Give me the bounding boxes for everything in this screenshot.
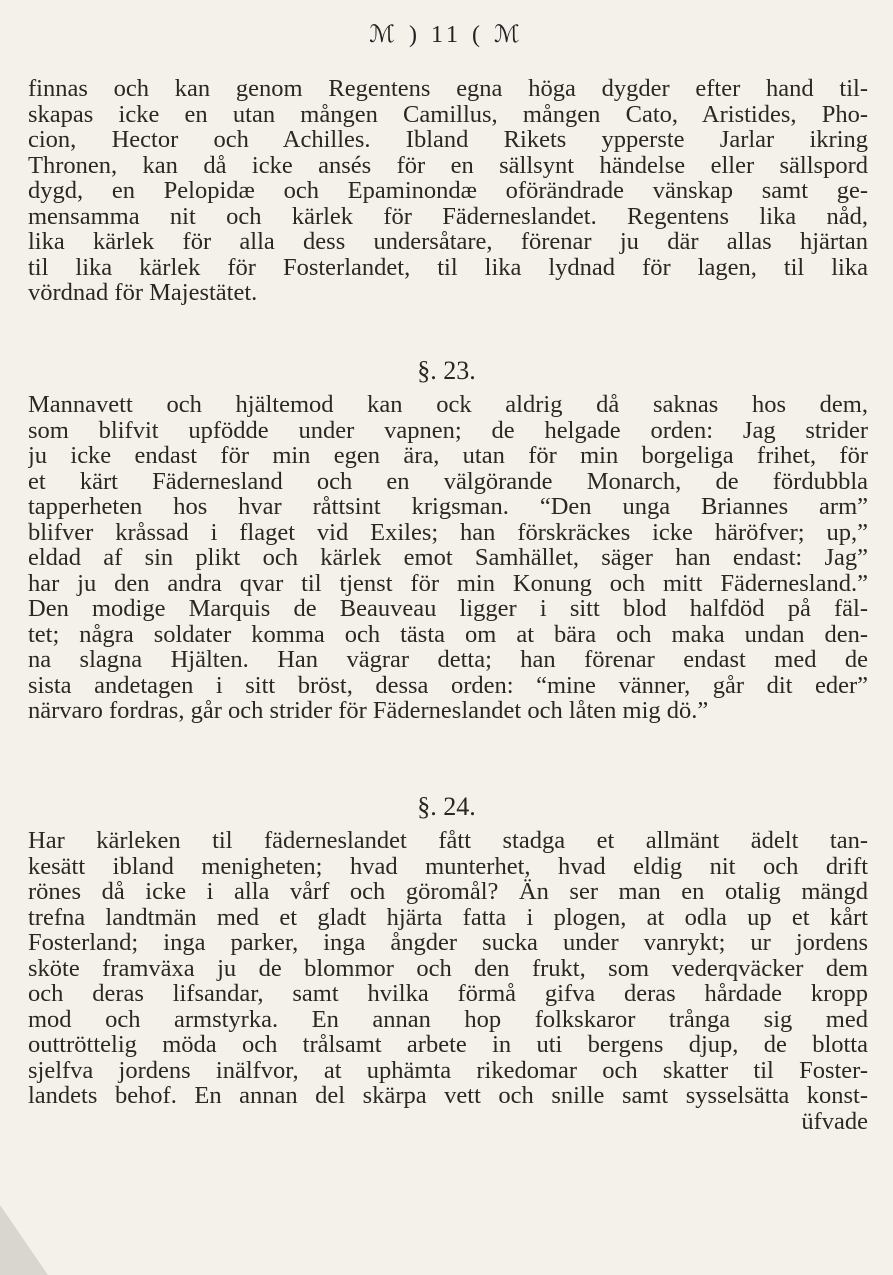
- text-line: ju icke endast för min egen ära, utan för min borgeliga frihet, för: [28, 443, 868, 469]
- page-corner-shadow: [0, 1205, 48, 1275]
- text-line: kesätt ibland menigheten; hvad munterhet, hvad eldig nit och drift: [28, 853, 868, 879]
- text-line: Fosterland; inga parker, inga ångder sucka under vanrykt; ur jordens: [28, 930, 868, 956]
- text-line: Mannavett och hjältemod kan ock aldrig då saknas hos dem,: [28, 392, 868, 418]
- text-line: na slagna Hjälten. Han vägrar detta; han förenar endast med de: [28, 647, 868, 673]
- text-line: sköte framväxa ju de blommor och den frukt, som vederqväcker dem: [28, 955, 868, 981]
- text-line: rönes då icke i alla vårf och göromål? Än ser man en otalig mängd: [28, 879, 868, 905]
- text-line: sjelfva jordens inälfvor, at uphämta rikedomar och skatter til Foster-: [28, 1057, 868, 1083]
- text-line: trefna landtmän med et gladt hjärta fatta i plogen, at odla up et kårt: [28, 904, 868, 930]
- text-line: tet; några soldater komma och tästa om at bära och maka undan den-: [28, 621, 868, 647]
- text-line: Har kärleken til fäderneslandet fått stadga et allmänt ädelt tan-: [28, 828, 868, 854]
- text-line: som blifvit upfödde under vapnen; de helgade orden: Jag strider: [28, 417, 868, 443]
- text-line: har ju den andra qvar til tjenst för min Konung och mitt Fädernesland.”: [28, 570, 868, 596]
- text-line: närvaro fordras, går och strider för Fäderneslandet och låten mig dö.”: [28, 698, 709, 724]
- text-line: Thronen, kan då icke ansés för en sällsynt händelse eller sällspord: [28, 152, 868, 178]
- text-line: vördnad för Majestätet.: [28, 280, 258, 306]
- text-line: outtröttelig möda och trålsamt arbete in uti bergens djup, de blotta: [28, 1032, 868, 1058]
- section-heading-23: §. 23.: [417, 356, 476, 385]
- text-line: til lika kärlek för Fosterlandet, til lika lydnad för lagen, til lika: [28, 254, 868, 280]
- text-line: finnas och kan genom Regentens egna höga dygder efter hand til-: [28, 76, 868, 102]
- text-line: cion, Hector och Achilles. Ibland Rikets ypperste Jarlar ikring: [28, 127, 868, 153]
- text-line: tapperheten hos hvar råttsint krigsman. “Den unga Briannes arm”: [28, 494, 868, 520]
- text-line: landets behof. En annan del skärpa vett och snille samt sysselsätta konst-: [28, 1083, 868, 1109]
- text-line: eldad af sin plikt och kärlek emot Samhället, säger han endast: Jag”: [28, 545, 868, 571]
- text-line: blifver kråssad i flaget vid Exiles; han förskräckes icke häröfver; up,”: [28, 519, 868, 545]
- text-line: üfvade: [801, 1108, 868, 1134]
- text-line: skapas icke en utan mången Camillus, mången Cato, Aristides, Pho-: [28, 101, 868, 127]
- paragraph-2: [28, 392, 868, 724]
- text-line: dygd, en Pelopidæ och Epaminondæ oförändrade vänskap samt ge-: [28, 178, 868, 204]
- paragraph-1: [28, 76, 868, 306]
- text-line: mensamma nit och kärlek för Fäderneslandet. Regentens lika nåd,: [28, 203, 868, 229]
- text-line: lika kärlek för alla dess undersåtare, förenar ju där allas hjärtan: [28, 229, 868, 255]
- text-line: et kärt Fädernesland och en välgörande Monarch, de fördubbla: [28, 468, 868, 494]
- text-line: och deras lifsandar, samt hvilka förmå gifva deras hårdade kropp: [28, 981, 868, 1007]
- page-header: ℳ ) 11 ( ℳ: [369, 22, 524, 48]
- text-line: mod och armstyrka. En annan hop folkskaror trånga sig med: [28, 1006, 868, 1032]
- paragraph-3: [28, 828, 868, 1134]
- section-heading-24: §. 24.: [417, 792, 476, 821]
- text-line: Den modige Marquis de Beauveau ligger i sitt blod halfdöd på fäl-: [28, 596, 868, 622]
- text-line: sista andetagen i sitt bröst, dessa orden: “mine vänner, går dit eder”: [28, 672, 868, 698]
